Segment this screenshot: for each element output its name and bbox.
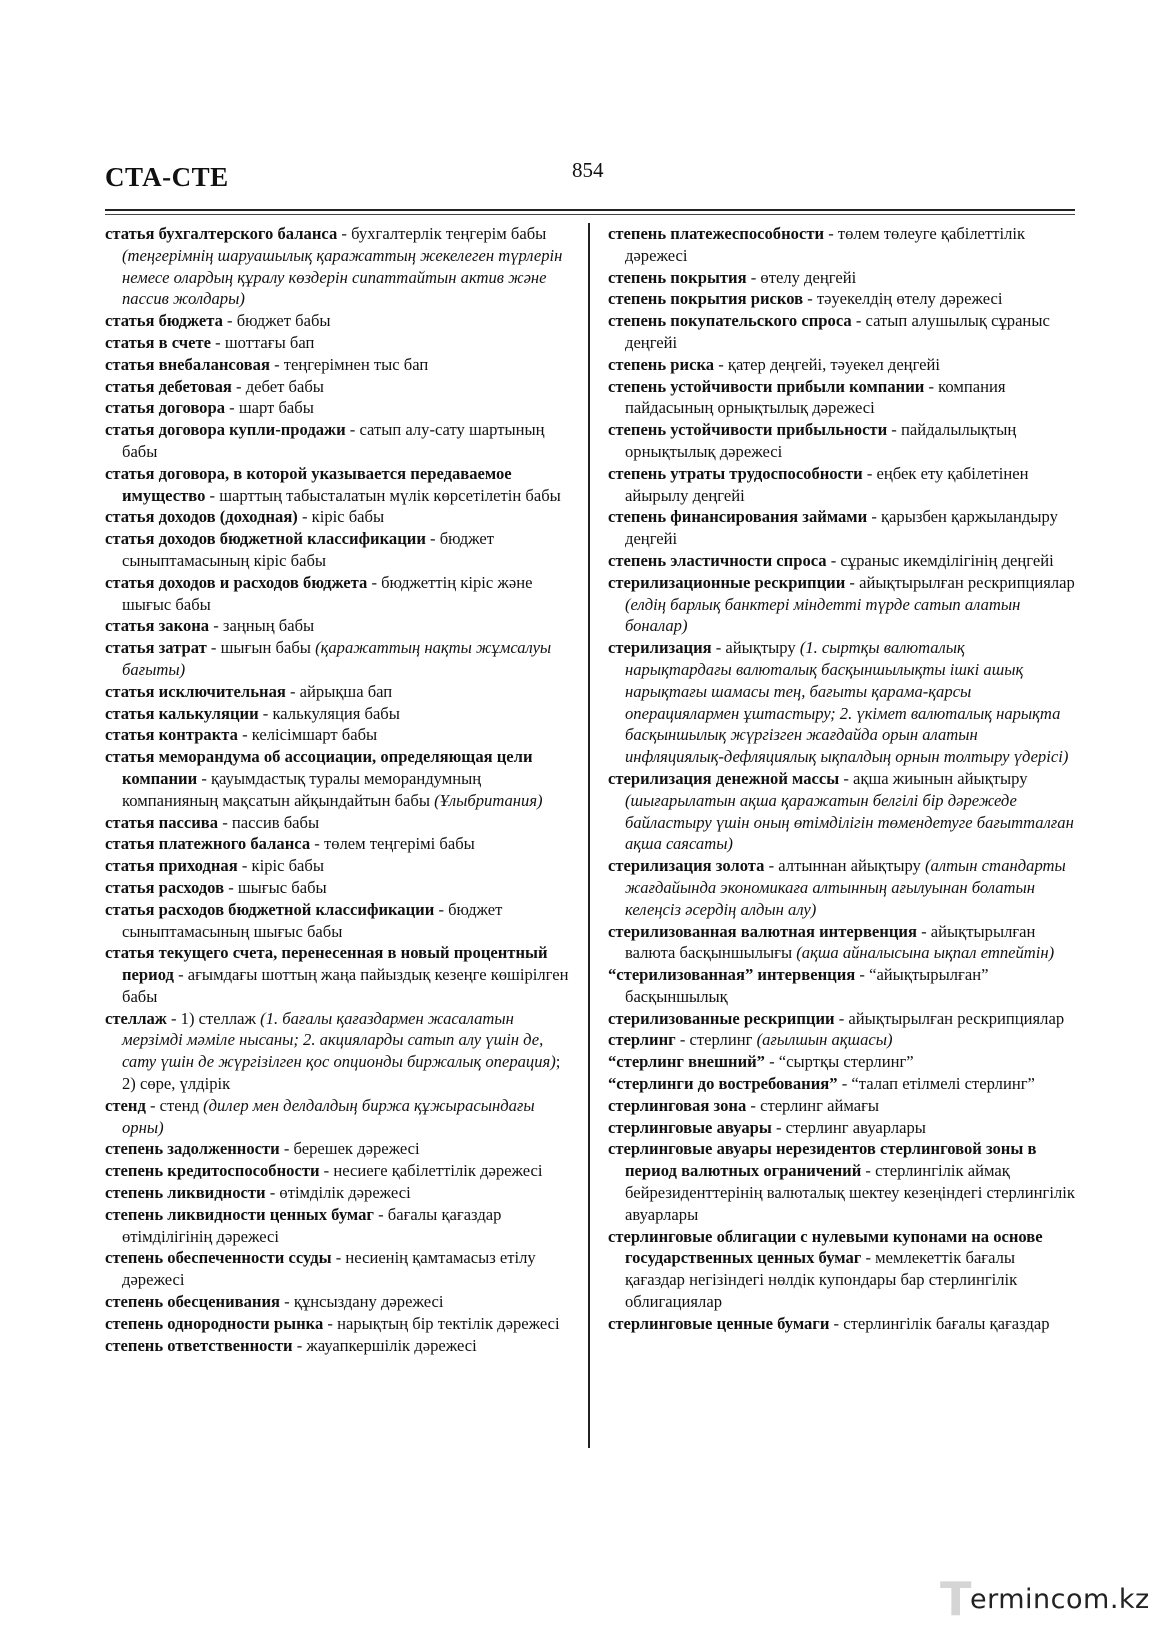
entry-definition: - кіріс бабы	[237, 856, 325, 876]
entry-term: статья в счете	[105, 332, 212, 352]
entry-term: статья договора купли-продажи	[105, 420, 346, 440]
entry-term: степень ликвидности	[105, 1183, 266, 1203]
dictionary-entry	[608, 921, 1075, 965]
entry-term: степень кредитоспособности	[105, 1161, 320, 1181]
dictionary-entry	[608, 223, 1075, 267]
entry-note: (ақша айналысына ықпал етпейтін)	[796, 943, 1055, 963]
right-column	[608, 223, 1075, 1335]
entry-definition: - шоттағы бап	[211, 332, 315, 352]
entry-definition: - шығын бабы	[206, 638, 316, 658]
entry-term: статья платежного баланса	[105, 834, 311, 854]
entry-term: статья приходная	[105, 856, 238, 876]
dictionary-entry	[608, 1073, 1075, 1095]
dictionary-entry	[105, 833, 572, 855]
entry-definition: - теңгерімнен тыс бап	[269, 354, 429, 374]
logo-letter: T	[940, 1572, 972, 1626]
entry-term: степень устойчивости прибыли компании	[608, 376, 925, 396]
entry-definition: - берешек дәрежесі	[279, 1139, 420, 1159]
entry-definition: - стерлингілік аймақ бейрезиденттерінің валюталық шектеу кезеңіндегі стерлингілік авуарлары	[625, 1161, 1075, 1224]
entry-term: стерлинговые ценные бумаги	[608, 1313, 830, 1333]
entry-note: (елдің барлық банктері міндетті түрде сатып алатын боналар)	[625, 594, 1021, 636]
entry-definition: - сұраныс икемділігінің деңгейі	[826, 550, 1054, 570]
dictionary-entry	[608, 354, 1075, 376]
entry-definition: - компания пайдасының орнықтылық дәрежесі	[625, 376, 1006, 418]
entry-term: степень покрытия рисков	[608, 289, 804, 309]
entry-term: статья текущего счета, перенесенная в новый процентный период	[105, 943, 548, 985]
entry-term: “стерлинг внешний”	[608, 1052, 765, 1072]
entry-note: (теңгерімнің шаруашылық қаражаттың жекелеген түрлерін немесе олардың құралу көздерін сипаттайтын актив және пассив жолдары)	[122, 245, 563, 309]
entry-term: стерлинговые авуары	[608, 1117, 772, 1137]
dictionary-entry	[105, 310, 572, 332]
entry-definition: - қатер деңгейі, тәуекел деңгейі	[714, 354, 941, 374]
entry-definition: - заңның бабы	[209, 616, 315, 636]
entry-term: статья закона	[105, 616, 210, 636]
entry-definition: - бюджет сыныптамасының кіріс бабы	[122, 529, 495, 570]
entry-term: стеллаж	[105, 1008, 167, 1028]
dictionary-entry	[105, 1095, 572, 1139]
entry-term: степень задолженности	[105, 1139, 280, 1159]
dictionary-entry	[105, 572, 572, 616]
entry-term: статья затрат	[105, 638, 207, 658]
entry-definition: - айықтырылған рескрипциялар	[845, 572, 1075, 592]
dictionary-entry	[608, 1117, 1075, 1139]
entry-definition: - бюджет сыныптамасының шығыс бабы	[122, 899, 503, 941]
dictionary-entry	[608, 506, 1075, 550]
entry-term: стерилизация денежной массы	[608, 768, 840, 788]
entry-definition: - қарызбен қаржыландыру деңгейі	[625, 507, 1058, 549]
page-header	[105, 158, 1075, 198]
entry-definition: - стерлинг аймағы	[746, 1095, 880, 1115]
logo-text: ermincom.kz	[970, 1584, 1150, 1615]
entry-definition: - бюджет бабы	[222, 311, 331, 331]
dictionary-entry	[608, 310, 1075, 354]
entry-term: степень финансирования займами	[608, 507, 868, 527]
entry-definition: - стерлингілік бағалы қағаздар	[829, 1313, 1050, 1333]
dictionary-entry	[105, 528, 572, 572]
entry-definition: - айықтыру	[711, 638, 800, 658]
dictionary-entry	[105, 463, 572, 507]
entry-term: статья пассива	[105, 812, 219, 832]
entry-term: статья калькуляции	[105, 703, 259, 723]
entry-term: статья контракта	[105, 725, 238, 745]
dictionary-entry	[105, 506, 572, 528]
dictionary-entry	[105, 899, 572, 943]
dictionary-entry	[105, 1160, 572, 1182]
entry-definition: - сатып алушылық сұраныс деңгейі	[625, 311, 1050, 352]
column-divider	[588, 223, 590, 1448]
entry-note: (қаражаттың нақты жұмсалуы бағыты)	[122, 638, 552, 679]
entry-definition: - сатып алу-сату шартының бабы	[122, 420, 545, 461]
entry-term: степень покрытия	[608, 267, 747, 287]
dictionary-entry	[105, 746, 572, 811]
entry-definition: - төлем теңгерімі бабы	[310, 834, 475, 854]
dictionary-entry	[608, 1313, 1075, 1335]
entry-definition: - калькуляция бабы	[258, 703, 400, 723]
dictionary-entry	[608, 550, 1075, 572]
dictionary-entry	[105, 615, 572, 637]
entry-term: стерилизация золота	[608, 856, 765, 876]
entry-definition: - төлем төлеуге қабілеттілік дәрежесі	[625, 224, 1026, 265]
dictionary-entry	[105, 812, 572, 834]
dictionary-entry	[105, 1138, 572, 1160]
entry-term: степень устойчивости прибыльности	[608, 420, 888, 440]
dictionary-entry	[105, 1247, 572, 1291]
entry-definition: - тәуекелдің өтелу дәрежесі	[803, 289, 1003, 309]
dictionary-entry	[608, 1095, 1075, 1117]
dictionary-entry	[608, 376, 1075, 420]
entry-definition: - жауапкершілік дәрежесі	[292, 1335, 477, 1355]
entry-term: статья расходов	[105, 877, 225, 897]
entry-definition: - ағымдағы шоттың жаңа пайыздық кезеңге көшірілген бабы	[122, 965, 569, 1006]
entry-term: стерилизация	[608, 638, 712, 658]
entry-definition: - құнсыздану дәрежесі	[280, 1292, 444, 1312]
entry-note: (1. сыртқы валюталық нарықтардағы валюталық басқыншылықты ішкі ашық нарықтағы шамасы тең, бағыты қарама-қарсы операциялармен ұштастыру; 2. үкімет валюталық нарықта басқыншылық жүргізген жағдайда орын алатын инфляциялық-дефляциялық ықпалдың орнын толтыру үдерісі)	[625, 638, 1069, 767]
entry-term: степень однородности рынка	[105, 1313, 324, 1333]
dictionary-entry	[608, 1029, 1075, 1051]
entry-definition: - алтыннан айықтыру	[764, 856, 926, 876]
site-logo	[940, 1572, 1150, 1626]
header-rule	[105, 209, 1075, 211]
entry-definition: - пайдалылықтың орнықтылық дәрежесі	[625, 420, 1017, 461]
entry-definition: - стенд	[145, 1095, 204, 1115]
entry-note: (ағылшын ақшасы)	[756, 1030, 893, 1050]
dictionary-entry	[105, 877, 572, 899]
entry-definition: - шарт бабы	[225, 398, 314, 418]
entry-definition: - несиеге қабілеттілік дәрежесі	[319, 1161, 543, 1181]
entry-term: стерлинг	[608, 1030, 676, 1050]
dictionary-entry	[608, 572, 1075, 637]
entry-definition: - өтелу деңгейі	[746, 267, 857, 287]
dictionary-entry	[608, 855, 1075, 920]
entry-term: статья доходов и расходов бюджета	[105, 572, 368, 592]
dictionary-entry	[608, 637, 1075, 768]
entry-definition: - нарықтың бір тектілік дәрежесі	[323, 1313, 560, 1333]
dictionary-entry	[105, 223, 572, 310]
entry-term: стерлинговая зона	[608, 1095, 747, 1115]
header-rule-thin	[105, 214, 1075, 215]
entry-term: статья договора	[105, 398, 226, 418]
dictionary-entry	[608, 768, 1075, 855]
dictionary-entry	[105, 1204, 572, 1248]
dictionary-entry	[105, 332, 572, 354]
entry-term: статья исключительная	[105, 681, 286, 701]
entry-definition: - шығыс бабы	[224, 877, 327, 897]
entry-term: статья доходов бюджетной классификации	[105, 529, 426, 549]
dictionary-entry	[105, 1335, 572, 1357]
dictionary-entry	[105, 724, 572, 746]
entry-definition: - несиенің қамтамасыз етілу дәрежесі	[122, 1248, 536, 1290]
dictionary-entry	[105, 1291, 572, 1313]
entry-note: (дилер мен делдалдың биржа құжырасындағы орны)	[122, 1095, 535, 1137]
entry-term: статья расходов бюджетной классификации	[105, 899, 435, 919]
entry-term: “стерилизованная” интервенция	[608, 965, 856, 985]
entry-definition: - келісімшарт бабы	[237, 725, 378, 745]
dictionary-entry	[608, 1051, 1075, 1073]
entry-definition: - кіріс бабы	[297, 507, 385, 527]
dictionary-entry	[105, 942, 572, 1007]
entry-definition: - дебет бабы	[231, 376, 324, 396]
entry-term: степень ликвидности ценных бумаг	[105, 1204, 374, 1224]
entry-term: стерлинговые облигации с нулевыми купонами на основе государственных ценных бумаг	[608, 1226, 1043, 1268]
dictionary-entry	[105, 354, 572, 376]
entry-term: степень утраты трудоспособности	[608, 463, 863, 483]
entry-definition: - айықтырылған валюта басқыншылығы	[625, 921, 1036, 963]
entry-term: “стерлинги до востребования”	[608, 1074, 838, 1094]
entry-term: стенд	[105, 1095, 146, 1115]
dictionary-entry	[105, 1182, 572, 1204]
entry-term: степень покупательского спроса	[608, 311, 852, 331]
dictionary-entry	[105, 397, 572, 419]
entry-definition: - бағалы қағаздар өтімділігінің дәрежесі	[122, 1204, 502, 1246]
entry-definition: - өтімділік дәрежесі	[265, 1183, 411, 1203]
entry-term: статья дебетовая	[105, 376, 232, 396]
entry-term: стерлинговые авуары нерезидентов стерлинговой зоны в период валютных ограничений	[608, 1139, 1037, 1181]
left-column	[105, 223, 572, 1356]
entry-note: (шығарылатын ақша қаражатын белгілі бір дәрежеде байластыру үшін оның өтімділігін төмендетуге бағытталған ақша саясаты)	[625, 790, 1074, 854]
entry-definition: - бухгалтерлік теңгерім бабы	[337, 224, 547, 243]
entry-definition: - айрықша бап	[285, 681, 393, 701]
dictionary-entry	[105, 855, 572, 877]
entry-term: степень риска	[608, 354, 715, 374]
entry-term: статья доходов (доходная)	[105, 507, 298, 527]
dictionary-entry	[105, 376, 572, 398]
dictionary-entry	[105, 1313, 572, 1335]
entry-term: статья договора, в которой указывается передаваемое имущество	[105, 463, 512, 505]
entry-term: степень ответственности	[105, 1335, 293, 1355]
dictionary-entry	[608, 463, 1075, 507]
entry-term: статья меморандума об ассоциации, определяющая цели компании	[105, 747, 533, 788]
entry-term: степень платежеспособности	[608, 224, 825, 243]
entry-note: (1. бағалы қағаздармен жасалатын мерзімді мәміле нысаны; 2. акцияларды сатып алу үшін де, сату үшін де жүргізілген қос опционды биржалық операция)	[122, 1008, 556, 1072]
page-number: 854	[572, 158, 604, 182]
entry-term: статья внебалансовая	[105, 354, 270, 374]
dictionary-entry	[608, 1226, 1075, 1313]
entry-term: стерилизованные рескрипции	[608, 1008, 835, 1028]
dictionary-entry	[105, 703, 572, 725]
entry-term: статья бухгалтерского баланса	[105, 224, 338, 243]
entry-definition: - мемлекеттік бағалы қағаздар негізіндегі нөлдік купондары бар стерлингілік облигациялар	[625, 1248, 1018, 1312]
entry-definition: - “айықтырылған” басқыншылық	[625, 965, 989, 1006]
entry-term: степень обесценивания	[105, 1292, 281, 1312]
entry-definition: - стерлинг	[675, 1030, 757, 1050]
dictionary-entry	[608, 1008, 1075, 1030]
dictionary-entry	[608, 267, 1075, 289]
entry-definition: - стерлинг авуарлары	[771, 1117, 926, 1137]
entry-definition: - “талап етілмелі стерлинг”	[837, 1074, 1035, 1094]
entry-note: (Ұлыбритания)	[434, 790, 543, 810]
entry-definition: - ақша жиынын айықтыру	[839, 768, 1028, 788]
dictionary-entry	[105, 1008, 572, 1095]
entry-term: степень обеспеченности ссуды	[105, 1248, 332, 1268]
entry-definition: - 1) стеллаж	[166, 1008, 261, 1028]
dictionary-entry	[105, 681, 572, 703]
entry-definition: - пассив бабы	[218, 812, 320, 832]
dictionary-entry	[608, 1138, 1075, 1225]
dictionary-entry	[608, 288, 1075, 310]
entry-definition: - “сыртқы стерлинг”	[764, 1052, 914, 1072]
entry-definition: - шарттың табысталатын мүлік көрсетілетін бабы	[205, 485, 561, 505]
entry-term: степень эластичности спроса	[608, 550, 827, 570]
dictionary-entry	[105, 419, 572, 463]
entry-definition: - еңбек ету қабілетінен айырылу деңгейі	[625, 463, 1029, 505]
entry-definition: - айықтырылған рескрипциялар	[834, 1008, 1065, 1028]
entry-term: стерилизационные рескрипции	[608, 572, 846, 592]
entry-definition: - қауымдастық туралы меморандумның компанияның мақсатын айқындайтын бабы	[122, 768, 482, 810]
dictionary-entry	[608, 419, 1075, 463]
entry-term: стерилизованная валютная интервенция	[608, 921, 917, 941]
dictionary-entry	[105, 637, 572, 681]
entry-term: статья бюджета	[105, 311, 223, 331]
section-title: СТА-СТЕ	[105, 162, 229, 192]
entry-definition-tail: ; 2) сөре, үлдірік	[122, 1052, 561, 1094]
entry-definition: - бюджеттің кіріс және шығыс бабы	[122, 572, 533, 614]
entry-note: (алтын стандарты жағдайында экономикаға алтынның ағылуынан болатын келеңсіз әсердің алдын алу)	[625, 856, 1066, 919]
dictionary-entry	[608, 964, 1075, 1008]
